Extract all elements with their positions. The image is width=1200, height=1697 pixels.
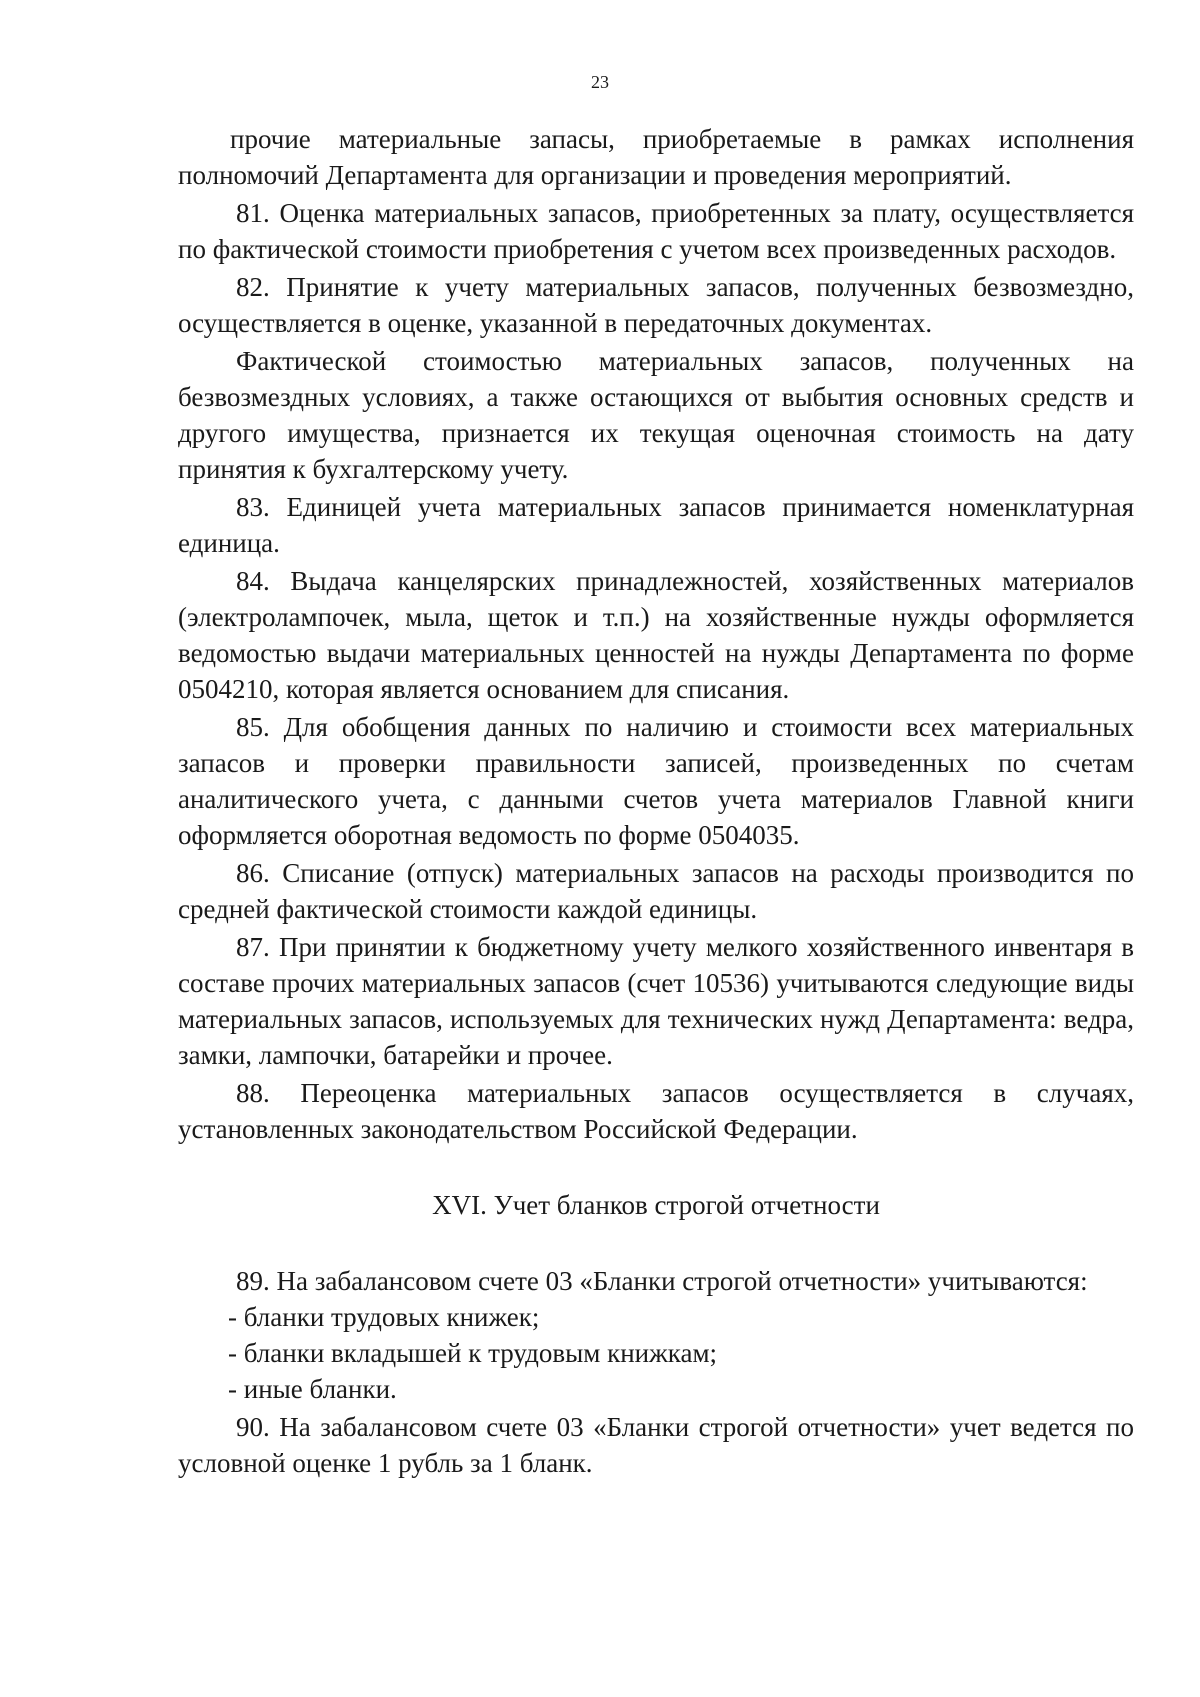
page-number: 23 — [591, 72, 609, 92]
section-heading: XVI. Учет бланков строгой отчетности — [432, 1190, 880, 1220]
document-body — [178, 121, 1134, 1481]
paragraph-84: 84. Выдача канцелярских принадлежностей, хозяйственных материалов (электролампочек, мыла, щеток и т.п.) на хозяйственные нужды оформляется ведомостью выдачи материальных ценностей на нужды Департамента по форме 0504210, которая является основанием для списания. — [178, 566, 1134, 704]
paragraph-88: 88. Переоценка материальных запасов осуществляется в случаях, установленных законодательством Российской Федерации. — [178, 1078, 1134, 1144]
paragraph-continuation: прочие материальные запасы, приобретаемые в рамках исполнения полномочий Департамента для организации и проведения мероприятий. — [178, 124, 1134, 190]
paragraph-81: 81. Оценка материальных запасов, приобретенных за плату, осуществляется по фактической стоимости приобретения с учетом всех произведенных расходов. — [178, 198, 1134, 264]
paragraph-86: 86. Списание (отпуск) материальных запасов на расходы производится по средней фактической стоимости каждой единицы. — [178, 858, 1134, 924]
list-item: - бланки вкладышей к трудовым книжкам; — [228, 1338, 718, 1368]
paragraph-83: 83. Единицей учета материальных запасов принимается номенклатурная единица. — [178, 492, 1134, 558]
paragraph-87: 87. При принятии к бюджетному учету мелкого хозяйственного инвентаря в составе прочих материальных запасов (счет 10536) учитываются следующие виды материальных запасов, используемых для технических нужд Департамента: ведра, замки, лампочки, батарейки и прочее. — [178, 932, 1134, 1070]
paragraph-89: 89. На забалансовом счете 03 «Бланки строгой отчетности» учитываются: — [236, 1266, 1088, 1296]
paragraph-actual-cost: Фактической стоимостью материальных запасов, полученных на безвозмездных условиях, а также остающихся от выбытия основных средств и другого имущества, признается их текущая оценочная стоимость на дату принятия к бухгалтерскому учету. — [178, 346, 1134, 484]
paragraph-90: 90. На забалансовом счете 03 «Бланки строгой отчетности» учет ведется по условной оценке 1 рубль за 1 бланк. — [178, 1412, 1134, 1478]
list-item: - бланки трудовых книжек; — [228, 1302, 540, 1332]
list-item: - иные бланки. — [228, 1374, 397, 1404]
paragraph-82: 82. Принятие к учету материальных запасов, полученных безвозмездно, осуществляется в оценке, указанной в передаточных документах. — [178, 272, 1134, 338]
paragraph-85: 85. Для обобщения данных по наличию и стоимости всех материальных запасов и проверки правильности записей, произведенных по счетам аналитического учета, с данными счетов учета материалов Главной книги оформляется оборотная ведомость по форме 0504035. — [178, 712, 1134, 850]
